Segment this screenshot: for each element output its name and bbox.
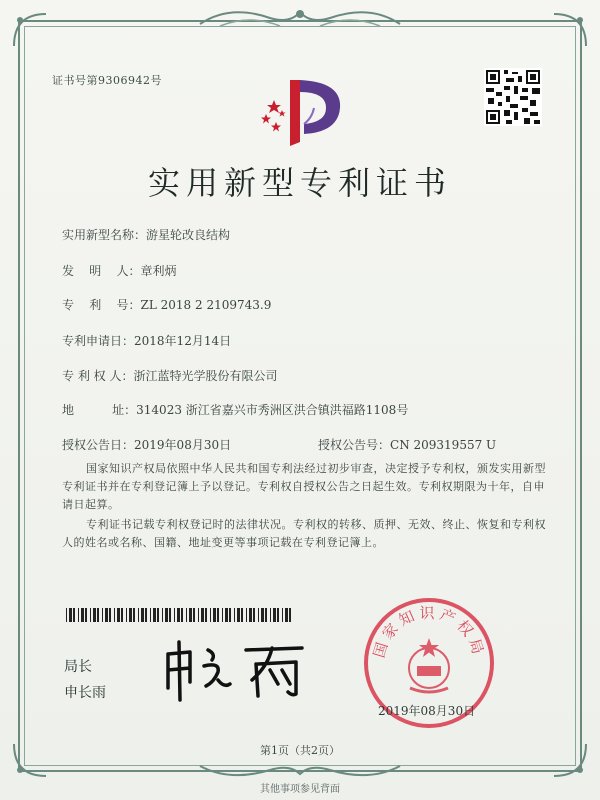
certificate-title: 实用新型专利证书 — [147, 164, 452, 202]
footer-note: 其他事项参见背面 — [260, 784, 340, 795]
patent-office-logo-icon — [252, 72, 352, 152]
patent-number-label: 专 利 号： — [62, 298, 141, 312]
patent-number-value: ZL 2018 2 2109743.9 — [140, 298, 272, 312]
address-value: 314023 浙江省嘉兴市秀洲区洪合镇洪福路1108号 — [136, 403, 409, 417]
address-label: 地 址： — [62, 403, 137, 417]
barcode-icon — [66, 608, 294, 622]
grant-number-row — [318, 436, 496, 453]
grant-date-label: 授权公告日： — [62, 438, 135, 452]
inventor-label: 发 明 人： — [62, 264, 141, 278]
inventor-row — [62, 262, 177, 279]
application-date-value: 2018年12月14日 — [134, 334, 232, 348]
seal-text: 国家知识产权局 — [369, 604, 489, 660]
director-name: 申长雨 — [64, 685, 106, 701]
address-row — [62, 401, 408, 418]
grant-statement-paragraph: 国家知识产权局依照中华人民共和国专利法经过初步审查，决定授予专利权，颁发实用新型专利证书并在专利登记簿上予以登记。专利权自授权公告之日起生效。专利权期限为十年，自申请日起算。 — [62, 462, 546, 511]
legal-status-paragraph: 专利证书记载专利权登记时的法律状况。专利权的转移、质押、无效、终止、恢复和专利权人的姓名或名称、国籍、地址变更等事项记载在专利登记簿上。 — [62, 518, 546, 549]
bottom-ornament-icon — [190, 760, 410, 782]
corner-ornament-icon — [550, 10, 590, 50]
page-number: 第1页（共2页） — [260, 744, 340, 757]
utility-model-name-label: 实用新型名称： — [62, 228, 147, 242]
patentee-label: 专 利 权 人： — [62, 369, 134, 383]
application-date-row — [62, 332, 231, 349]
utility-model-name-value: 游星轮改良结构 — [146, 228, 231, 242]
grant-date-value: 2019年08月30日 — [134, 438, 232, 452]
grant-date-row — [62, 436, 231, 453]
handwritten-signature-icon — [160, 636, 310, 706]
patent-number-row — [62, 296, 271, 313]
inventor-value: 章利炳 — [140, 264, 177, 278]
application-date-label: 专利申请日： — [62, 334, 135, 348]
corner-ornament-icon — [10, 10, 50, 50]
top-ornament-icon — [190, 4, 410, 34]
certificate-number: 证书号第9306942号 — [52, 74, 162, 87]
grant-number-label: 授权公告号： — [318, 438, 391, 452]
seal-date: 2019年08月30日 — [378, 704, 476, 718]
patentee-row — [62, 367, 277, 384]
utility-model-name-row — [62, 226, 230, 243]
director-title: 局长 — [64, 659, 92, 675]
qr-code-icon — [484, 68, 542, 126]
grant-number-value: CN 209319557 U — [390, 438, 497, 452]
patentee-value: 浙江蓝特光学股份有限公司 — [133, 369, 278, 383]
